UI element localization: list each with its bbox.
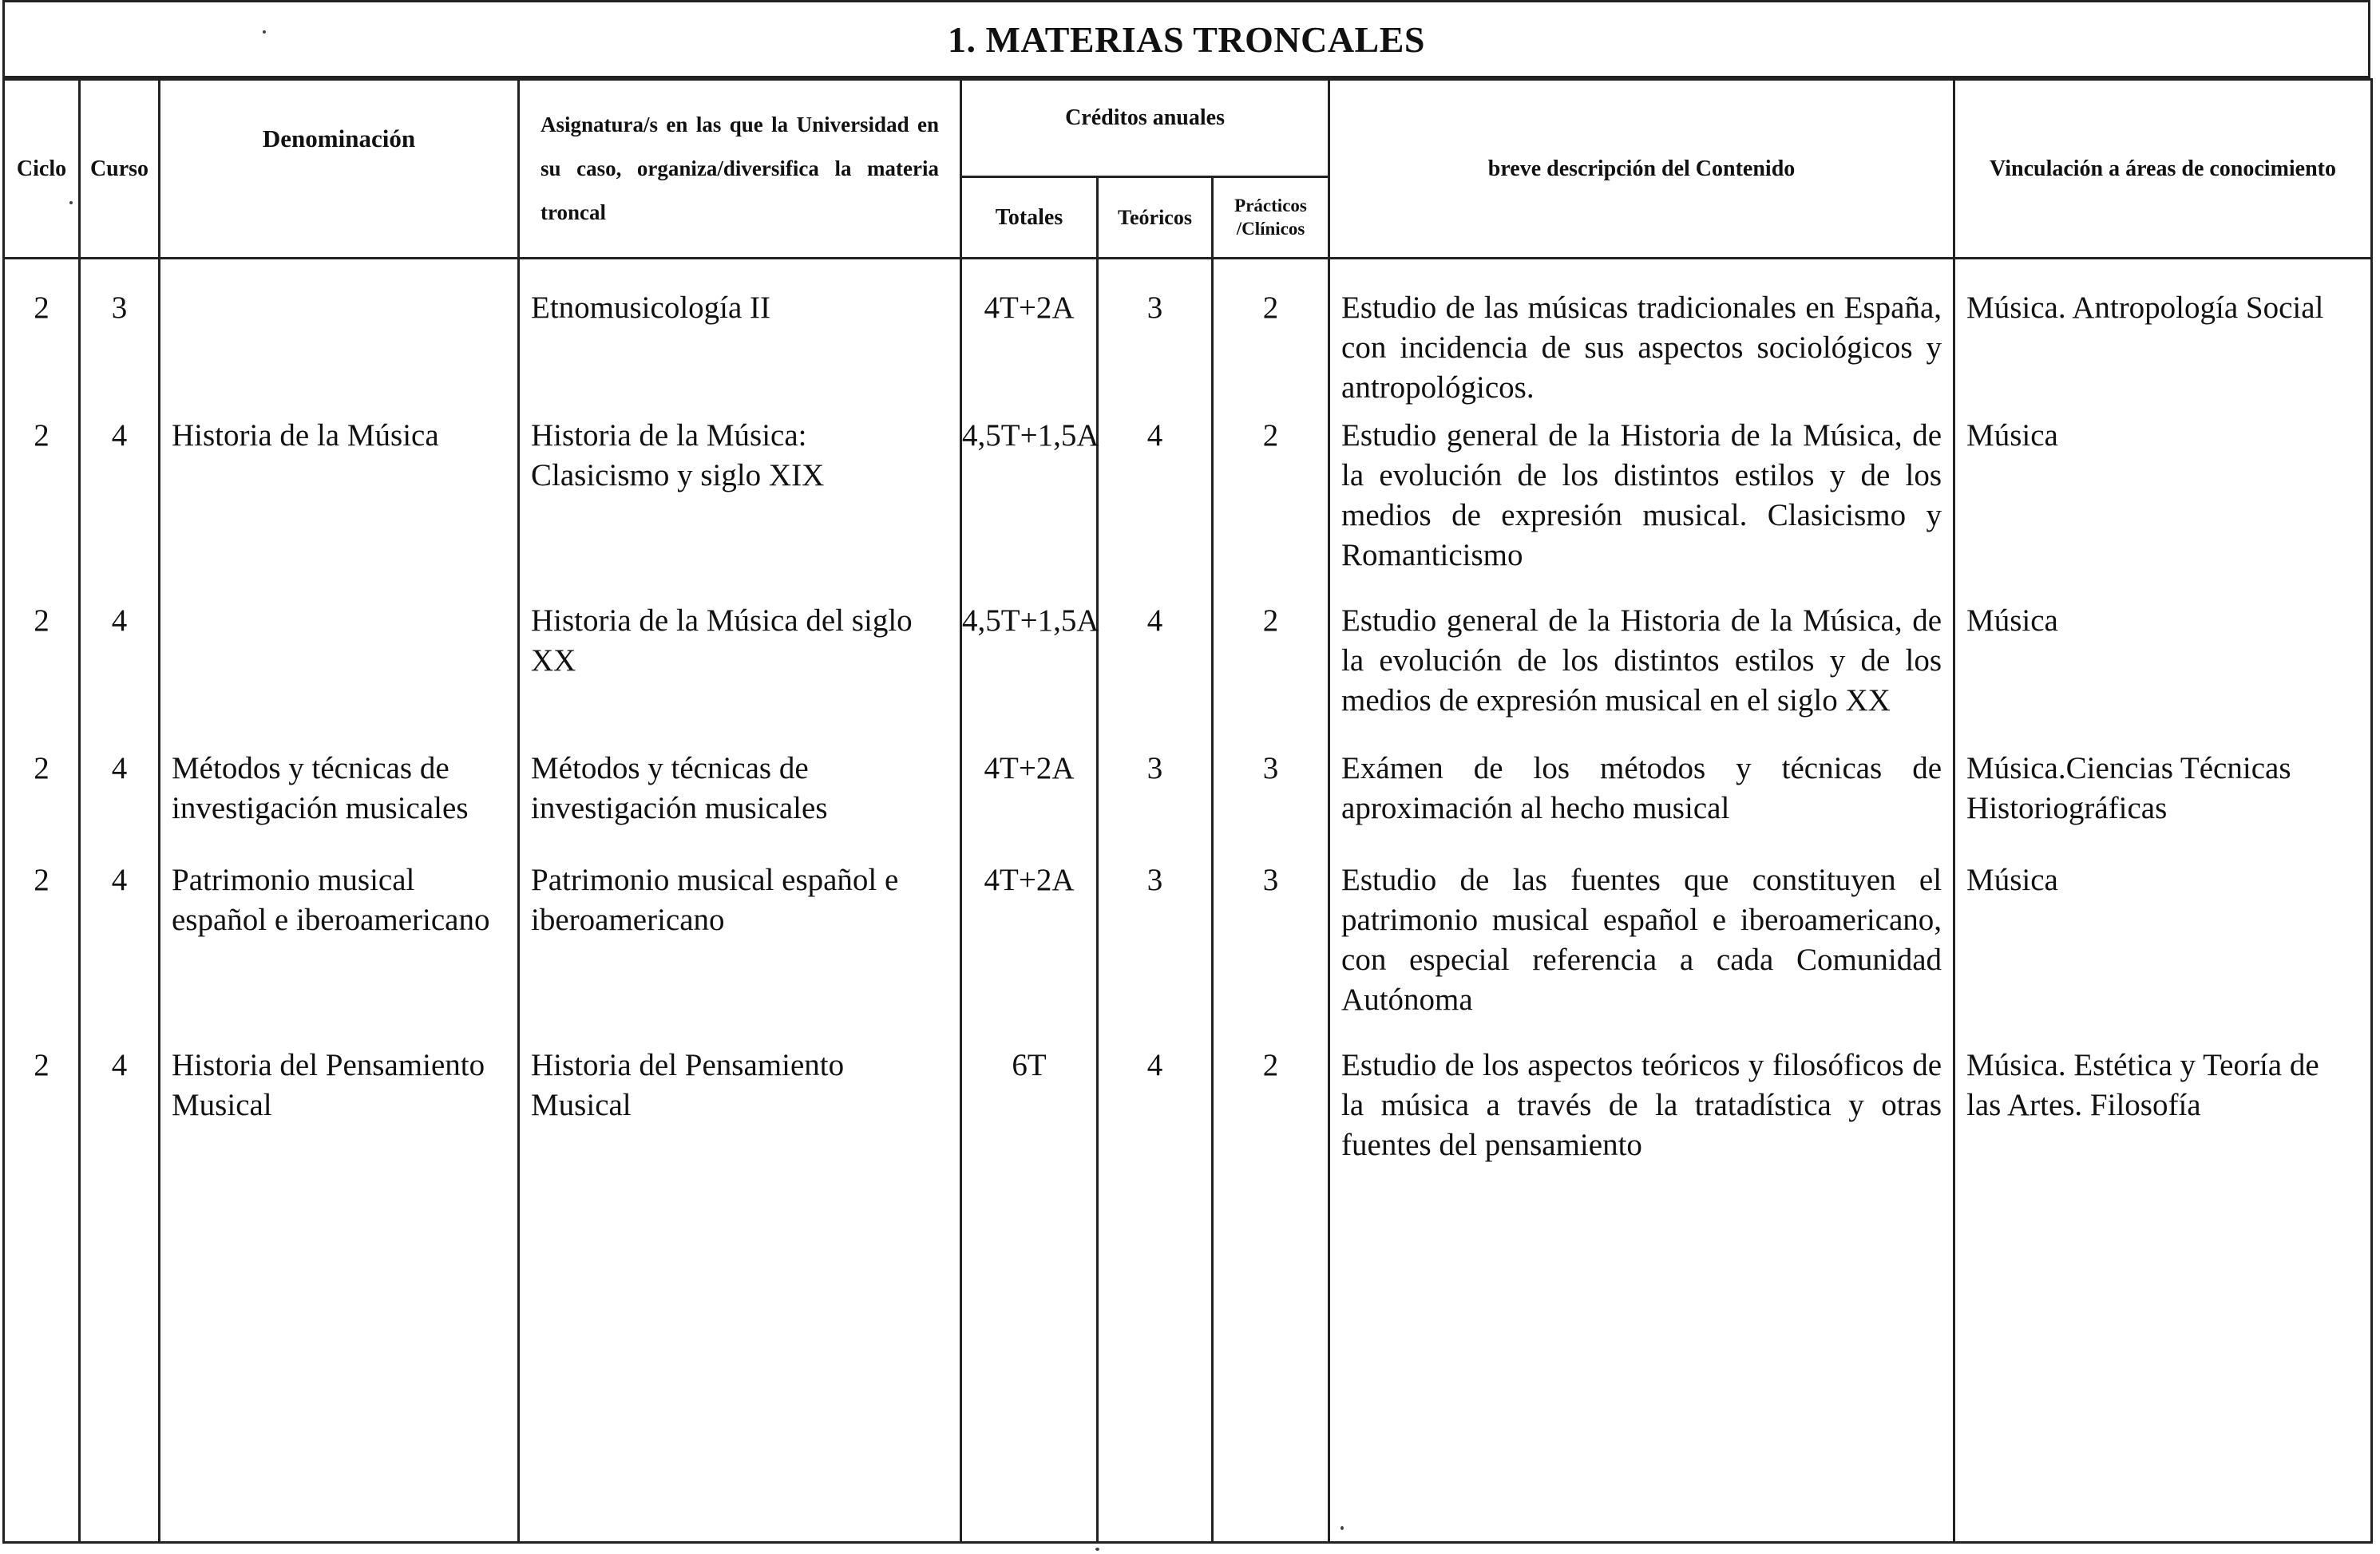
scan-speck <box>1340 1526 1344 1530</box>
cell-totales: 4,5T+1,5A <box>961 408 1098 593</box>
cell-vinculacion: Música <box>1954 852 2372 1038</box>
scan-speck <box>1095 1548 1099 1551</box>
header-totales: Totales <box>961 177 1098 259</box>
cell-practicos: 2 <box>1213 593 1329 741</box>
cell-teoricos: 3 <box>1098 852 1213 1038</box>
cell-vinculacion: Música <box>1954 593 2372 741</box>
cell-ciclo: 2 <box>4 852 80 1038</box>
header-ciclo: Ciclo <box>4 80 80 259</box>
cell-totales: 4T+2A <box>961 852 1098 1038</box>
header-denominacion: Denominación <box>160 80 519 259</box>
cell-totales: 6T <box>961 1038 1098 1543</box>
cell-denominacion: Historia del Pensamiento Musical <box>160 1038 519 1543</box>
cell-teoricos: 4 <box>1098 1038 1213 1543</box>
cell-descripcion: Estudio de los aspectos teóricos y filosóficos de la música a través de la tratadística y otras fuentes del pensamiento <box>1329 1038 1954 1543</box>
section-title: 1. MATERIAS TRONCALES <box>2 0 2370 78</box>
cell-curso: 4 <box>80 1038 160 1543</box>
cell-vinculacion: Música.Ciencias Técnicas Historiográficas <box>1954 741 2372 852</box>
cell-practicos: 3 <box>1213 741 1329 852</box>
cell-totales: 4T+2A <box>961 741 1098 852</box>
cell-asignatura: Historia del Pensamiento Musical <box>519 1038 961 1543</box>
cell-ciclo: 2 <box>4 741 80 852</box>
cell-denominacion <box>160 259 519 409</box>
header-vinculacion: Vinculación a áreas de conocimiento <box>1954 80 2372 259</box>
cell-ciclo: 2 <box>4 593 80 741</box>
cell-curso: 4 <box>80 408 160 593</box>
header-asignaturas: Asignatura/s en las que la Universidad en su caso, organiza/diversifica la materia troncal <box>519 80 961 259</box>
cell-descripcion: Estudio de las fuentes que constituyen el patrimonio musical español e iberoamericano, con especial referencia a cada Comunidad Autónoma <box>1329 852 1954 1038</box>
cell-curso: 4 <box>80 852 160 1038</box>
cell-ciclo: 2 <box>4 408 80 593</box>
table-row <box>4 741 2372 852</box>
header-row-1 <box>4 80 2372 177</box>
table-row <box>4 259 2372 409</box>
cell-teoricos: 4 <box>1098 408 1213 593</box>
document-page <box>2 0 2377 1544</box>
cell-denominacion <box>160 593 519 741</box>
cell-descripcion: Exámen de los métodos y técnicas de aproximación al hecho musical <box>1329 741 1954 852</box>
cell-teoricos: 3 <box>1098 259 1213 409</box>
cell-practicos: 2 <box>1213 408 1329 593</box>
cell-asignatura: Métodos y técnicas de investigación musicales <box>519 741 961 852</box>
table-row <box>4 852 2372 1038</box>
scan-speck <box>69 201 73 204</box>
header-descripcion: breve descripción del Contenido <box>1329 80 1954 259</box>
cell-asignatura: Historia de la Música: Clasicismo y siglo XIX <box>519 408 961 593</box>
table-row <box>4 1038 2372 1543</box>
header-curso: Curso <box>80 80 160 259</box>
cell-descripcion: Estudio de las músicas tradicionales en España, con incidencia de sus aspectos sociológicos y antropológicos. <box>1329 259 1954 409</box>
cell-descripcion: Estudio general de la Historia de la Música, de la evolución de los distintos estilos y de los medios de expresión musical en el siglo XX <box>1329 593 1954 741</box>
cell-curso: 4 <box>80 593 160 741</box>
cell-practicos: 2 <box>1213 259 1329 409</box>
table-row <box>4 593 2372 741</box>
cell-vinculacion: Música <box>1954 408 2372 593</box>
table-row <box>4 408 2372 593</box>
header-teoricos: Teóricos <box>1098 177 1213 259</box>
cell-vinculacion: Música. Estética y Teoría de las Artes. Filosofía <box>1954 1038 2372 1543</box>
header-practicos: Prácticos /Clínicos <box>1213 177 1329 259</box>
cell-curso: 3 <box>80 259 160 409</box>
cell-asignatura: Patrimonio musical español e iberoamericano <box>519 852 961 1038</box>
cell-denominacion: Patrimonio musical español e iberoamericano <box>160 852 519 1038</box>
cell-denominacion: Historia de la Música <box>160 408 519 593</box>
cell-practicos: 3 <box>1213 852 1329 1038</box>
cell-descripcion: Estudio general de la Historia de la Música, de la evolución de los distintos estilos y de los medios de expresión musical. Clasicismo y Romanticismo <box>1329 408 1954 593</box>
cell-denominacion: Métodos y técnicas de investigación musicales <box>160 741 519 852</box>
troncales-table <box>2 78 2373 1544</box>
cell-totales: 4T+2A <box>961 259 1098 409</box>
cell-totales: 4,5T+1,5A <box>961 593 1098 741</box>
cell-teoricos: 4 <box>1098 593 1213 741</box>
cell-ciclo: 2 <box>4 259 80 409</box>
cell-practicos: 2 <box>1213 1038 1329 1543</box>
cell-vinculacion: Música. Antropología Social <box>1954 259 2372 409</box>
cell-ciclo: 2 <box>4 1038 80 1543</box>
cell-curso: 4 <box>80 741 160 852</box>
cell-teoricos: 3 <box>1098 741 1213 852</box>
cell-asignatura: Etnomusicología II <box>519 259 961 409</box>
cell-asignatura: Historia de la Música del siglo XX <box>519 593 961 741</box>
scan-speck <box>263 30 266 34</box>
header-creditos-anuales: Créditos anuales <box>961 80 1329 177</box>
